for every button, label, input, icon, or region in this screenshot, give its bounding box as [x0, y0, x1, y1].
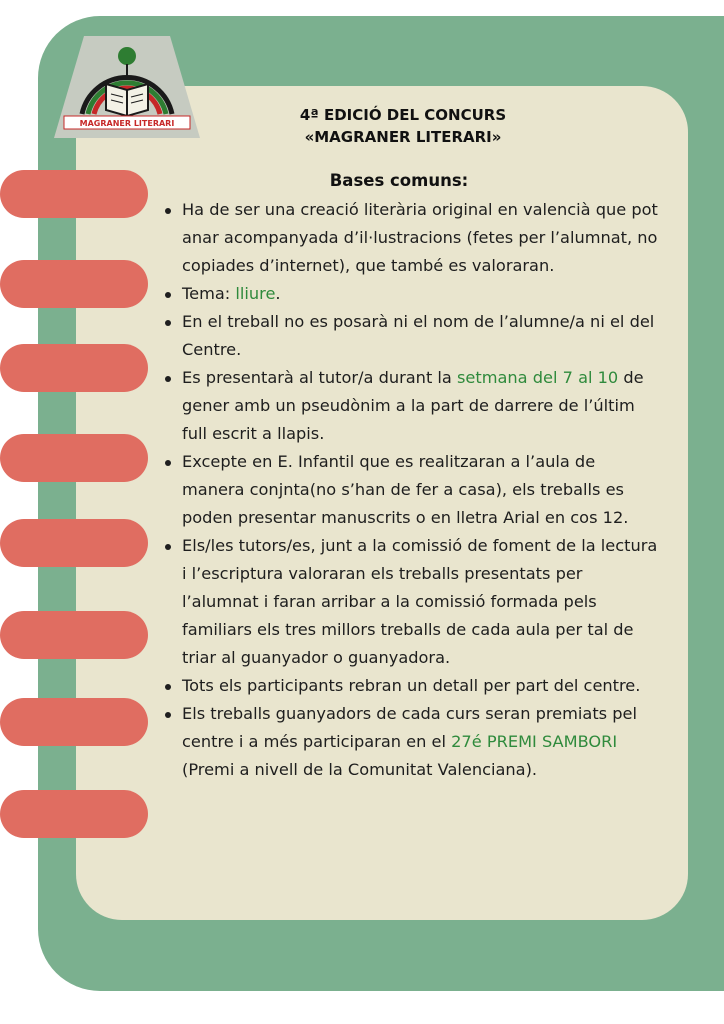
rule-text: .: [275, 284, 281, 303]
title-line-1: 4ª EDICIÓ DEL CONCURS: [299, 106, 507, 124]
notebook-tab: [0, 170, 148, 218]
highlighted-text: setmana del 7 al 10: [457, 368, 619, 387]
rule-item: [162, 448, 662, 532]
rule-text: Els/les tutors/es, junt a la comissió de foment de la lectura i l’escriptura valoraran els treballs presentats per l’alumnat i faran arribar a la comissió formada pels familiars els tres millors treballs de cada aula per tal de triar al guanyador o guanyadora.: [182, 536, 658, 667]
rule-text: Els treballs guanyadors de cada curs seran premiats pel centre i a més participaran en el: [182, 704, 637, 751]
notebook-tab: [0, 519, 148, 567]
rule-item: [162, 308, 662, 364]
rule-text: (Premi a nivell de la Comunitat Valenciana).: [182, 760, 538, 779]
notebook-tab: [0, 434, 148, 482]
notebook-tab: [0, 790, 148, 838]
magraner-literari-logo: [54, 34, 200, 138]
rule-item: [162, 700, 662, 784]
highlighted-text: lliure: [235, 284, 276, 303]
rule-text: Ha de ser una creació literària original en valencià que pot anar acompanyada d’il·lustracions (fetes per l’alumnat, no copiades d’internet), que també es valoraran.: [182, 200, 658, 275]
rule-item: [162, 364, 662, 448]
rule-text: Tots els participants rebran un detall per part del centre.: [182, 676, 641, 695]
rule-text: En el treball no es posarà ni el nom de l’alumne/a ni el del Centre.: [182, 312, 655, 359]
rule-text: de gener amb un pseudònim a la part de darrere de l’últim full escrit a llapis.: [182, 368, 644, 443]
notebook-tab: [0, 698, 148, 746]
logo-text: MAGRANER LITERARI: [79, 119, 175, 128]
notebook-tab: [0, 260, 148, 308]
notebook-tab: [0, 344, 148, 392]
section-heading: Bases comuns:: [329, 171, 469, 190]
rule-text: Excepte en E. Infantil que es realitzaran a l’aula de manera conjnta(no s’han de fer a casa), els treballs es poden presentar manuscrits o en lletra Arial en cos 12.: [182, 452, 629, 527]
rule-text: Tema:: [182, 284, 236, 303]
rule-item: [162, 672, 662, 700]
title-line-2: «MAGRANER LITERARI»: [304, 128, 502, 146]
rules-list: [162, 196, 662, 784]
notebook-tab: [0, 611, 148, 659]
rule-item: [162, 280, 662, 308]
highlighted-text: 27é PREMI SAMBORI: [451, 732, 618, 751]
page-title: [250, 104, 556, 148]
rule-item: [162, 196, 662, 280]
rule-text: Es presentarà al tutor/a durant la: [182, 368, 457, 387]
rule-item: [162, 532, 662, 672]
